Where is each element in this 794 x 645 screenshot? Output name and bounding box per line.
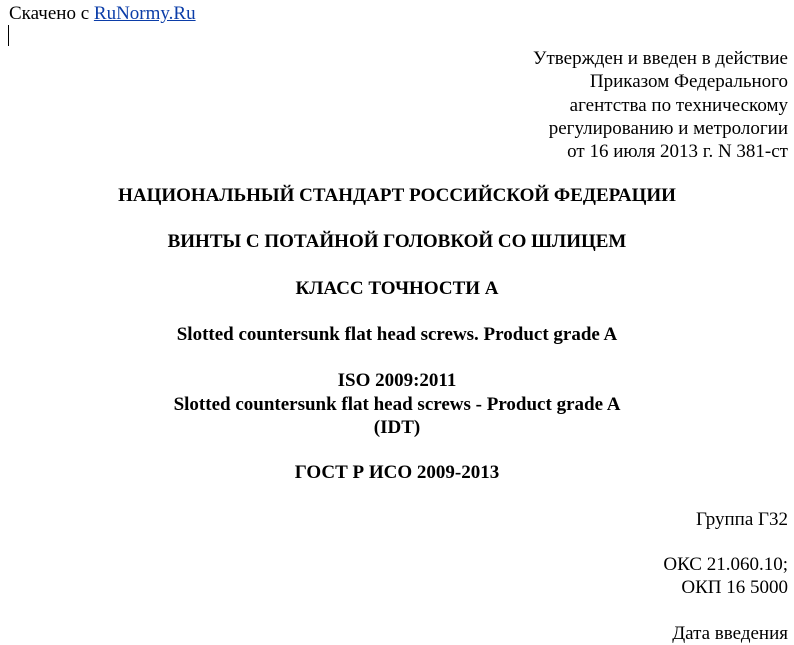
introduction-date-label: Дата введения [672, 623, 788, 644]
approval-line-5: от 16 июля 2013 г. N 381-ст [567, 141, 788, 162]
approval-line-4: регулированию и метрологии [548, 118, 788, 139]
english-title: Slotted countersunk flat head screws. Product grade A [176, 324, 618, 345]
iso-title: Slotted countersunk flat head screws - Product grade A [173, 394, 621, 415]
oks-code: ОКС 21.060.10; [663, 554, 788, 575]
approval-line-3: агентства по техническому [569, 95, 788, 116]
download-source-label: Скачено с [9, 3, 90, 24]
iso-number: ISO 2009:2011 [337, 370, 457, 391]
standard-name: ВИНТЫ С ПОТАЙНОЙ ГОЛОВКОЙ СО ШЛИЦЕМ [167, 231, 627, 252]
download-source-line [9, 2, 196, 25]
group-code: Группа Г32 [695, 509, 788, 530]
iso-equivalence: (IDT) [373, 417, 421, 438]
accuracy-class: КЛАСС ТОЧНОСТИ А [295, 278, 499, 299]
gost-number: ГОСТ Р ИСО 2009-2013 [294, 462, 500, 483]
approval-line-1: Утвержден и введен в действие [533, 48, 788, 69]
approval-line-2: Приказом Федерального [589, 71, 788, 92]
standard-heading: НАЦИОНАЛЬНЫЙ СТАНДАРТ РОССИЙСКОЙ ФЕДЕРАЦИИ [118, 185, 676, 206]
text-cursor [8, 25, 9, 46]
okp-code: ОКП 16 5000 [681, 577, 788, 598]
source-site-link[interactable]: RuNormy.Ru [93, 3, 196, 24]
